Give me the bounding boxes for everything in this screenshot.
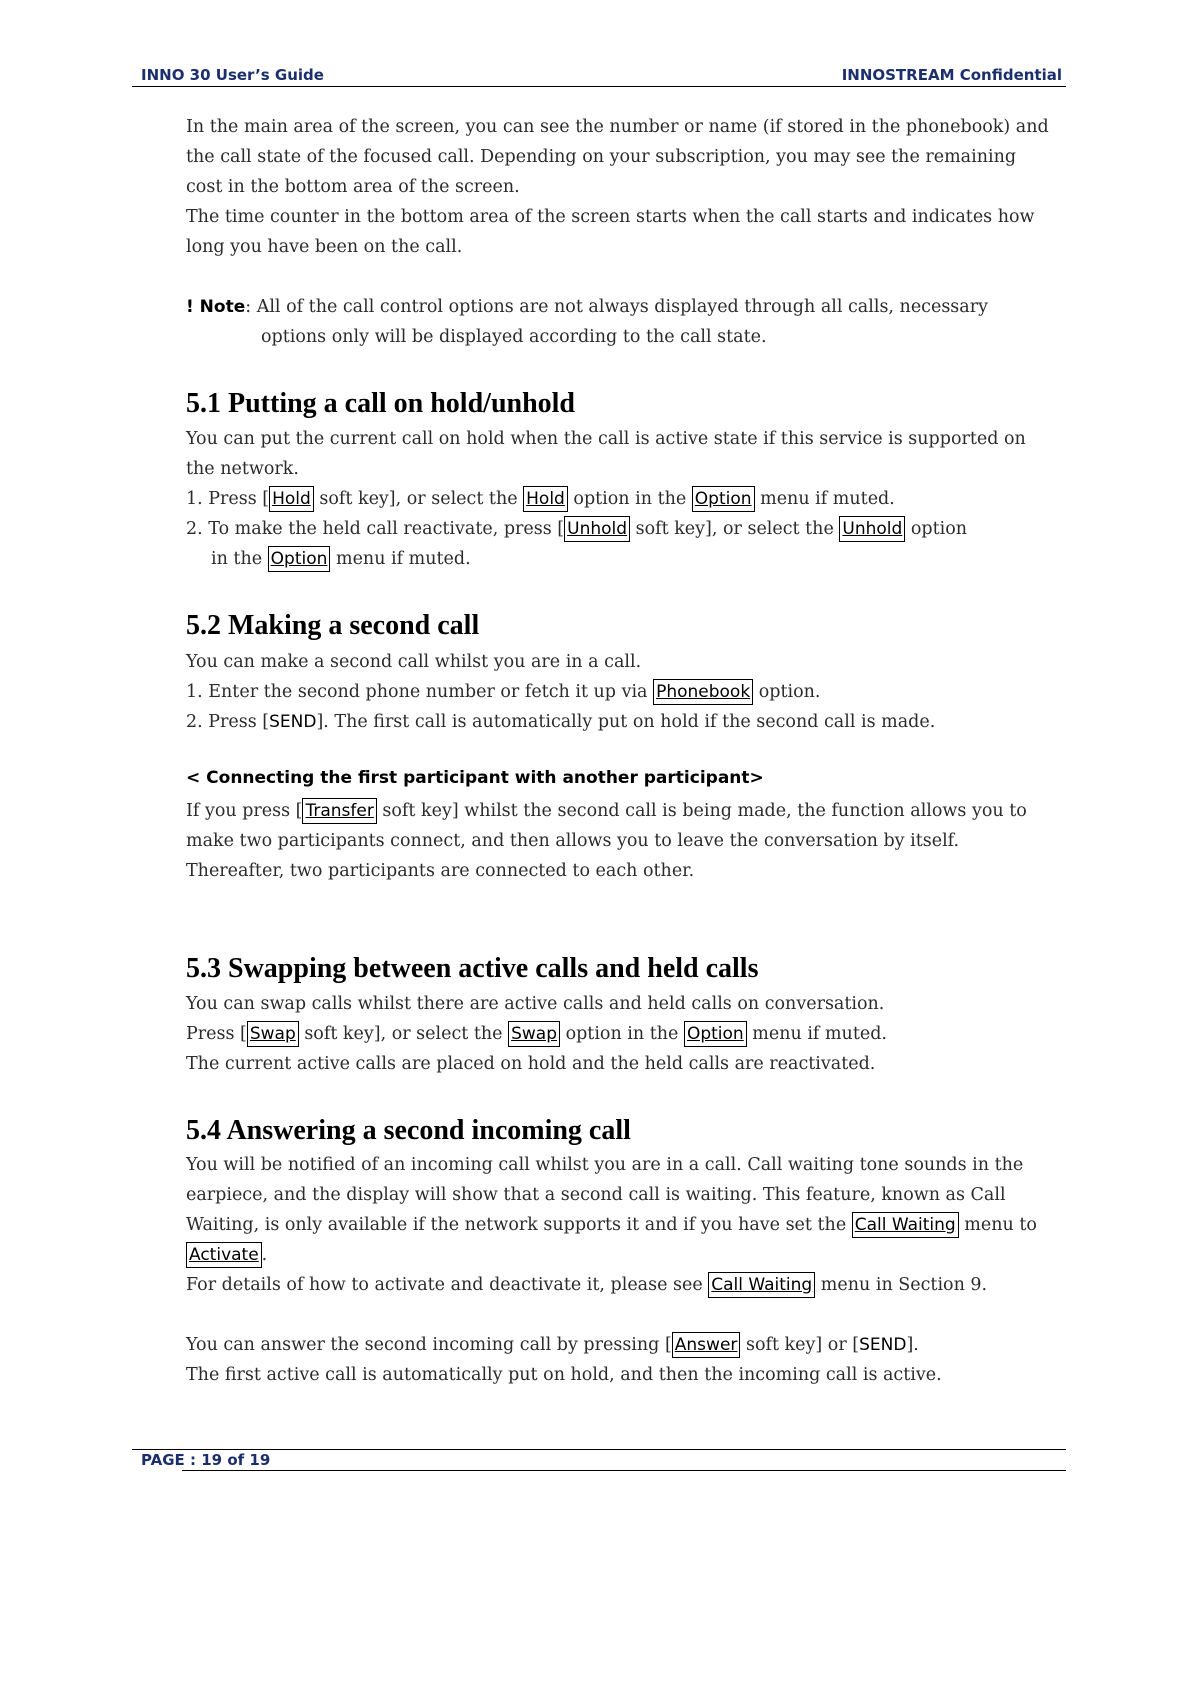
option-menu-term: Option [692,486,755,512]
paragraph-line: make two participants connect, and then allows you to leave the conversation by itself. [186,831,960,851]
section-5-3-body [186,989,1066,1079]
list-item-continuation: in the Option menu if muted. [186,544,1066,574]
section-5-1-body [186,424,1066,574]
header-doc-title: INNO 30 User’s Guide [141,66,324,84]
note-block [186,292,1066,352]
call-waiting-menu-term: Call Waiting [852,1212,959,1238]
intro-line: long you have been on the call. [186,237,463,257]
intro-line: In the main area of the screen, you can see the number or name (if stored in the phonebook) and [186,117,1049,137]
paragraph-line: The current active calls are placed on hold and the held calls are reactivated. [186,1054,876,1074]
subsection-connect [186,768,1066,788]
footer-divider-top [132,1449,1066,1450]
paragraph-line: If you press [ Transfer soft key] whilst the second call is being made, the function allows you to [186,796,1066,826]
section-heading: 5.3 Swapping between active calls and held calls [186,953,759,984]
section-heading: 5.4 Answering a second incoming call [186,1115,631,1146]
paragraph-line: You can put the current call on hold when the call is active state if this service is supported on [186,429,1026,449]
activate-term: Activate [186,1242,262,1268]
answer-softkey-term: Answer [672,1332,741,1358]
note-label: ! Note [186,297,246,317]
header-divider [132,86,1066,87]
list-item: 2. To make the held call reactivate, press [ Unhold soft key], or select the Unhold option [186,514,1066,544]
paragraph-line: You can answer the second incoming call by pressing [ Answer soft key] or [SEND]. [186,1330,1066,1360]
intro-line: cost in the bottom area of the screen. [186,177,520,197]
swap-softkey-term: Swap [247,1021,299,1047]
hold-option-term: Hold [523,486,568,512]
section-5-1 [186,388,1066,420]
section-5-2 [186,610,1066,642]
send-key-term: SEND [269,712,317,732]
paragraph-line: Activate . [186,1240,1066,1270]
header-confidential: INNOSTREAM Confidential [841,66,1062,84]
paragraph-line: You will be notified of an incoming call whilst you are in a call. Call waiting tone sounds in the [186,1155,1024,1175]
footer-divider-bottom [182,1470,1066,1471]
intro-line: the call state of the focused call. Depending on your subscription, you may see the remaining [186,147,1017,167]
list-item: 2. Press [SEND]. The first call is automatically put on hold if the second call is made. [186,712,936,732]
transfer-softkey-term: Transfer [302,798,376,824]
call-waiting-menu-term: Call Waiting [708,1272,815,1298]
option-menu-term: Option [268,546,331,572]
paragraph-line: Waiting, is only available if the network supports it and if you have set the Call Waiting menu to [186,1210,1066,1240]
section-heading: 5.2 Making a second call [186,610,480,641]
paragraph-line: Press [ Swap soft key], or select the Swap option in the Option menu if muted. [186,1019,1066,1049]
note-text: : All of the call control options are not always displayed through all calls, necessary [245,297,988,317]
send-key-term: SEND [859,1335,907,1355]
section-5-2-body [186,647,1066,737]
paragraph-line: For details of how to activate and deactivate it, please see Call Waiting menu in Section 9. [186,1270,1066,1300]
paragraph-line: Thereafter, two participants are connected to each other. [186,861,695,881]
paragraph-line: You can make a second call whilst you are in a call. [186,652,642,672]
paragraph-line: the network. [186,459,299,479]
section-5-4-body [186,1150,1066,1390]
unhold-softkey-term: Unhold [564,516,630,542]
section-heading: 5.1 Putting a call on hold/unhold [186,388,576,419]
swap-option-term: Swap [508,1021,560,1047]
option-menu-term: Option [684,1021,747,1047]
page-number: PAGE : 19 of 19 [141,1451,271,1469]
intro-paragraph [186,112,1066,262]
list-item: 1. Press [ Hold soft key], or select the Hold option in the Option menu if muted. [186,484,1066,514]
phonebook-option-term: Phonebook [653,679,753,705]
section-5-4 [186,1115,1066,1147]
list-item: 1. Enter the second phone number or fetch it up via Phonebook option. [186,677,1066,707]
blank-line [186,1300,1066,1330]
subsection-heading: < Connecting the first participant with another participant> [186,768,764,788]
hold-softkey-term: Hold [269,486,314,512]
paragraph-line: The first active call is automatically put on hold, and then the incoming call is active. [186,1365,942,1385]
subsection-connect-body [186,796,1066,886]
paragraph-line: earpiece, and the display will show that a second call is waiting. This feature, known as Call [186,1185,1006,1205]
paragraph-line: You can swap calls whilst there are active calls and held calls on conversation. [186,994,885,1014]
unhold-option-term: Unhold [839,516,905,542]
note-text: options only will be displayed according to the call state. [261,327,767,347]
intro-line: The time counter in the bottom area of the screen starts when the call starts and indicates how [186,207,1035,227]
section-5-3 [186,953,1066,985]
